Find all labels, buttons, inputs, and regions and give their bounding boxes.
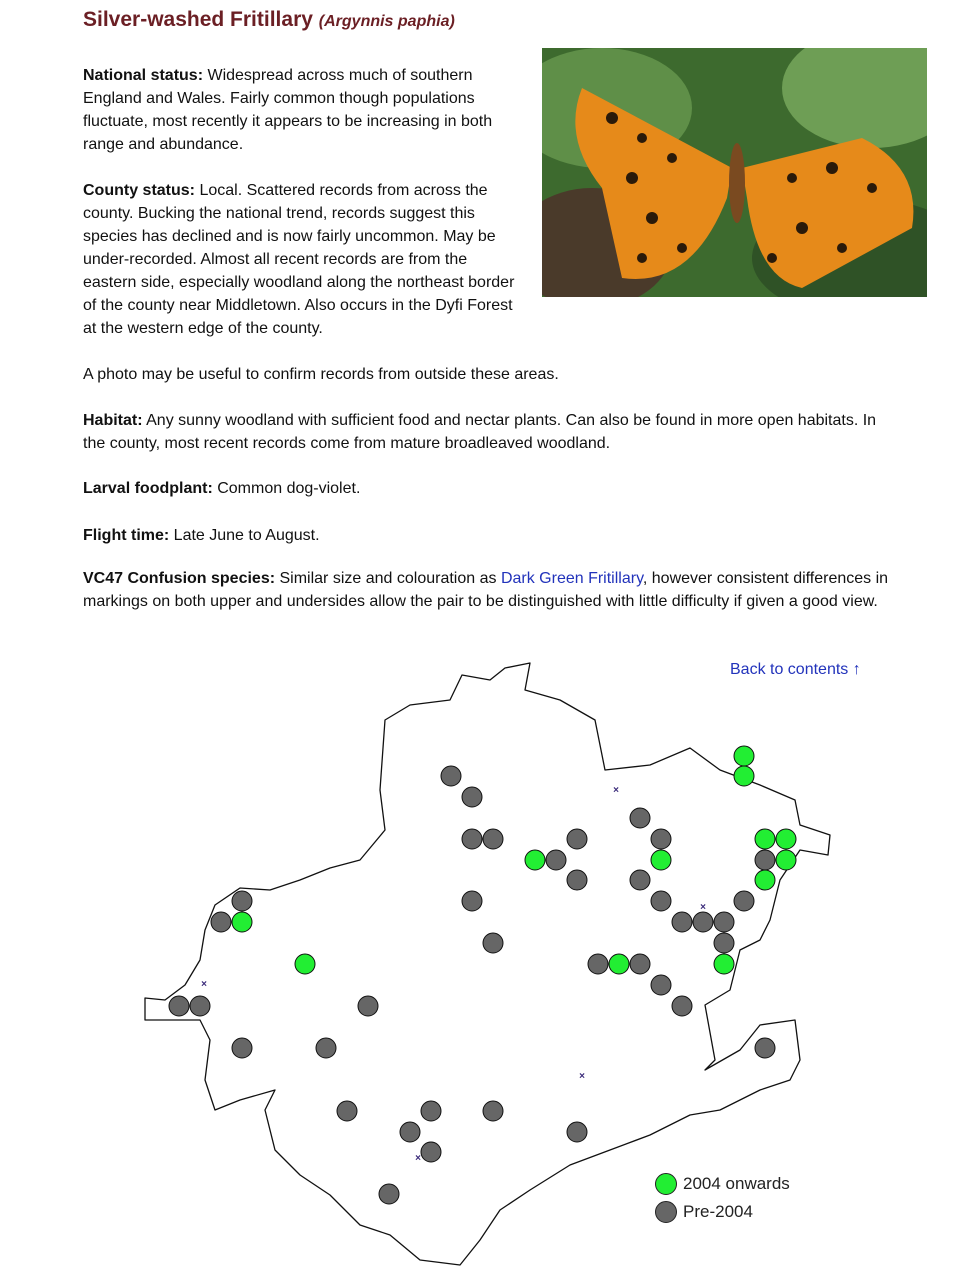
back-to-contents-link[interactable]: Back to contents ↑	[730, 661, 861, 678]
habitat: Habitat: Any sunny woodland with sufficient food and nectar plants. Can also be found in more open habitats. In the county, most recent records come from mature broadleaved woodland.	[83, 412, 877, 452]
record-cross-mark: ×	[613, 785, 619, 796]
recent-record-dot	[714, 954, 734, 974]
recent-record-dot	[776, 829, 796, 849]
national-status: National status: Widespread across much of southern England and Wales. Fairly common though populations fluctuate, most recently it appears to be increasing in both range and abundance.	[83, 67, 493, 153]
recent-record-dot	[525, 850, 545, 870]
confusion-species: VC47 Confusion species: Similar size and colouration as Dark Green Fritillary, however consistent differences in markings on both upper and undersides allow the pair to be distinguished with little difficulty if given a good view.	[83, 570, 889, 610]
pre-2004-record-dot	[588, 954, 608, 974]
larval-foodplant: Larval foodplant: Common dog-violet.	[83, 480, 361, 497]
pre-2004-record-dot	[358, 996, 378, 1016]
dark-green-fritillary-link[interactable]: Dark Green Fritillary	[500, 570, 643, 587]
pre-2004-record-dot	[211, 912, 231, 932]
pre-2004-record-dot	[734, 891, 754, 911]
green-dot-icon	[655, 1173, 677, 1195]
pre-2004-record-dot	[714, 912, 734, 932]
pre-2004-record-dot	[693, 912, 713, 932]
pre-2004-record-dot	[462, 891, 482, 911]
legend-item-old: Pre-2004	[655, 1198, 790, 1226]
pre-2004-record-dot	[714, 933, 734, 953]
recent-record-dot	[755, 870, 775, 890]
recent-record-dot	[295, 954, 315, 974]
pre-2004-record-dot	[421, 1101, 441, 1121]
pre-2004-record-dot	[630, 808, 650, 828]
pre-2004-record-dot	[337, 1101, 357, 1121]
pre-2004-record-dot	[651, 891, 671, 911]
pre-2004-record-dot	[755, 1038, 775, 1058]
butterfly-photo	[542, 48, 927, 297]
pre-2004-record-dot	[232, 1038, 252, 1058]
recent-record-dot	[776, 850, 796, 870]
record-cross-mark: ×	[579, 1071, 585, 1082]
pre-2004-record-dot	[546, 850, 566, 870]
distribution-map	[0, 640, 978, 1272]
pre-2004-record-dot	[651, 975, 671, 995]
pre-2004-record-dot	[316, 1038, 336, 1058]
pre-2004-record-dot	[630, 870, 650, 890]
map-legend	[655, 1170, 790, 1226]
pre-2004-record-dot	[232, 891, 252, 911]
county-status: County status: Local. Scattered records from across the county. Bucking the national trend, records suggest this species has declined and is now fairly uncommon. May be under-recorded. Almost all recent records are from the eastern side, especially woodland along the northeast border of the county near Middletown. Also occurs in the Dyfi Forest at the western edge of the county.	[83, 182, 515, 337]
pre-2004-record-dot	[169, 996, 189, 1016]
recent-record-dot	[755, 829, 775, 849]
common-name: Silver-washed Fritillary	[83, 8, 313, 31]
pre-2004-record-dot	[441, 766, 461, 786]
pre-2004-record-dot	[483, 933, 503, 953]
pre-2004-record-dot	[483, 1101, 503, 1121]
grey-dot-icon	[655, 1201, 677, 1223]
pre-2004-record-dot	[379, 1184, 399, 1204]
recent-record-dot	[232, 912, 252, 932]
pre-2004-record-dot	[755, 850, 775, 870]
recent-record-dot	[651, 850, 671, 870]
latin-name: (Argynnis paphia)	[318, 13, 455, 30]
pre-2004-record-dot	[672, 912, 692, 932]
pre-2004-record-dot	[567, 870, 587, 890]
pre-2004-record-dot	[190, 996, 210, 1016]
pre-2004-record-dot	[567, 829, 587, 849]
pre-2004-record-dot	[567, 1122, 587, 1142]
recent-record-dot	[609, 954, 629, 974]
page-title	[83, 8, 455, 32]
record-cross-mark: ×	[415, 1153, 421, 1164]
record-cross-mark: ×	[700, 902, 706, 913]
recent-record-dot	[734, 766, 754, 786]
pre-2004-record-dot	[462, 829, 482, 849]
flight-time: Flight time: Late June to August.	[83, 527, 320, 544]
record-cross-mark: ×	[201, 979, 207, 990]
pre-2004-record-dot	[462, 787, 482, 807]
pre-2004-record-dot	[672, 996, 692, 1016]
recent-record-dot	[734, 746, 754, 766]
pre-2004-record-dot	[421, 1142, 441, 1162]
pre-2004-record-dot	[483, 829, 503, 849]
pre-2004-record-dot	[651, 829, 671, 849]
pre-2004-record-dot	[630, 954, 650, 974]
county-status-note: A photo may be useful to confirm records from outside these areas.	[83, 366, 559, 383]
pre-2004-record-dot	[400, 1122, 420, 1142]
legend-item-recent: 2004 onwards	[655, 1170, 790, 1198]
